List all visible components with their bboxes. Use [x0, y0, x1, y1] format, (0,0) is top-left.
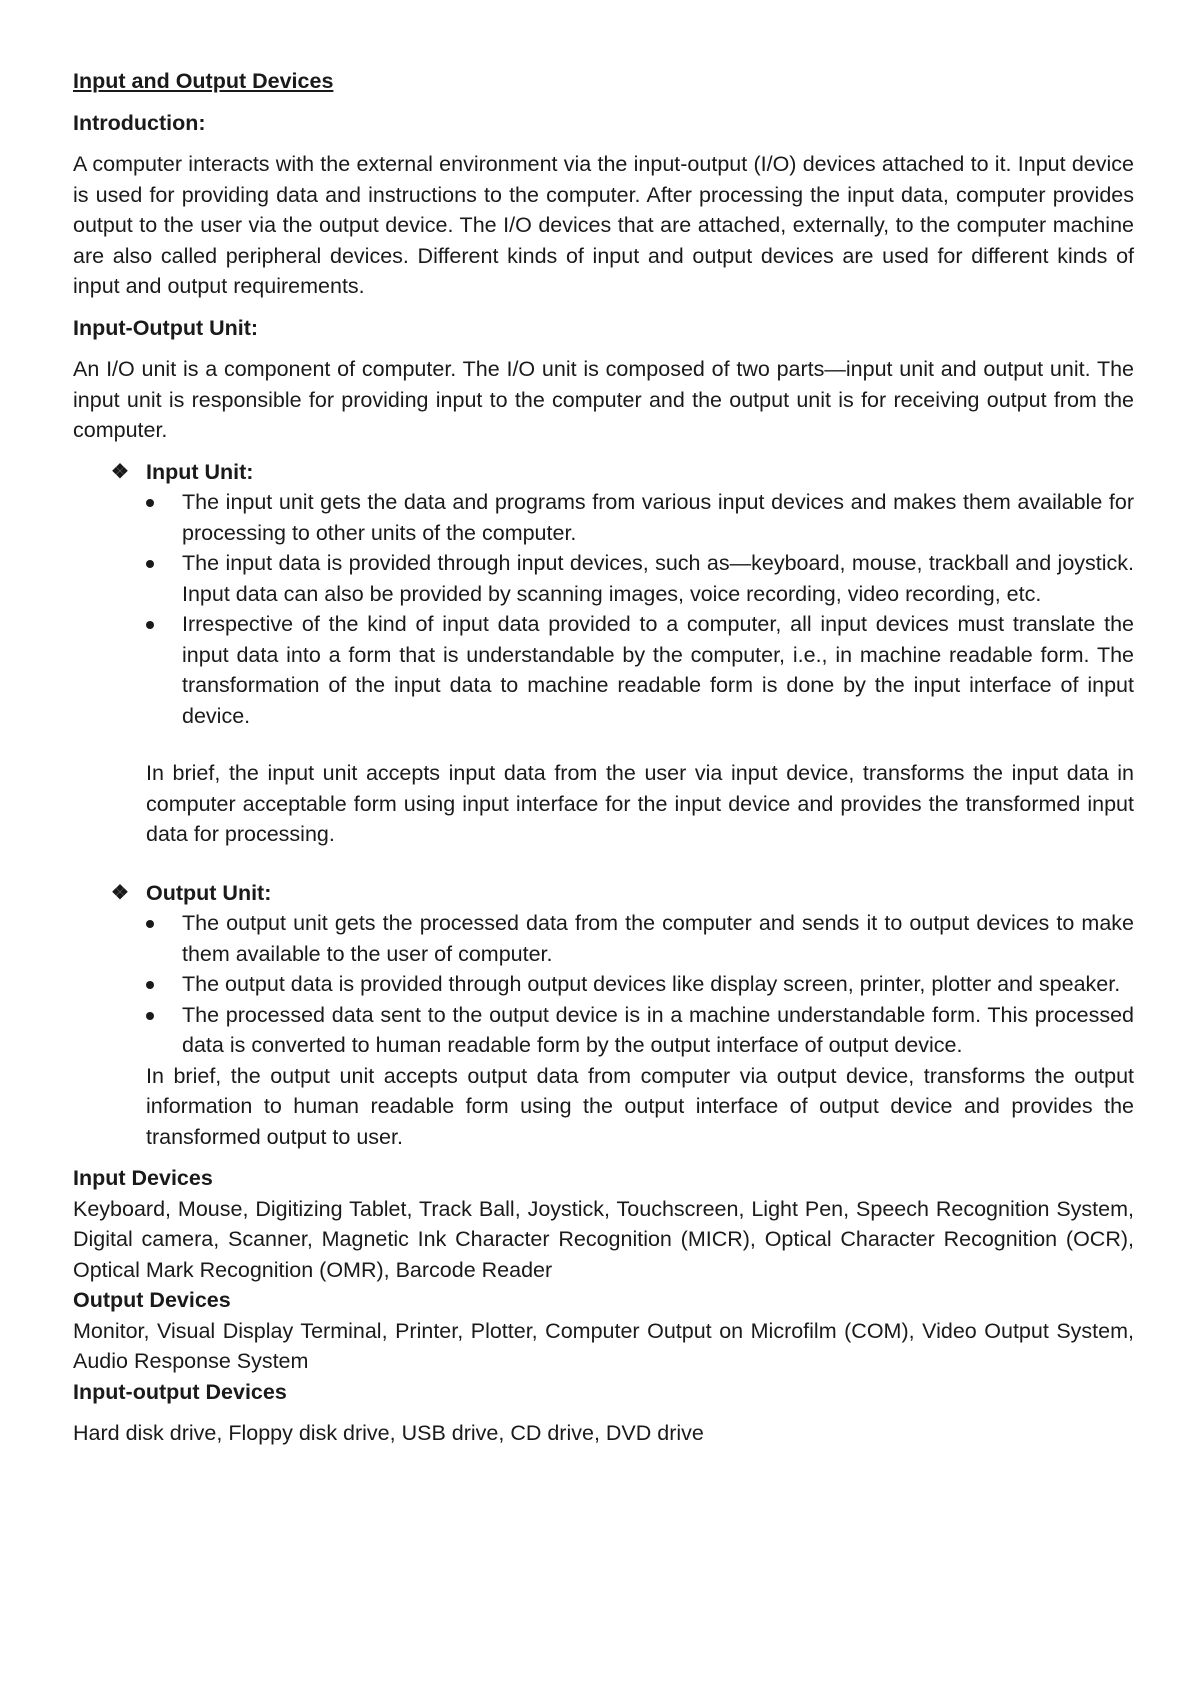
io-devices-heading: Input-output Devices [73, 1379, 287, 1404]
list-item: The input unit gets the data and programs from various input devices and makes them available for processing to other units of the computer. [182, 487, 1134, 548]
output-unit-brief: In brief, the output unit accepts output data from computer via output device, transforms the output information to human readable form using the output interface of output device and provides the transformed output to user. [146, 1063, 1134, 1149]
output-devices-heading: Output Devices [73, 1288, 231, 1312]
document-title: Input and Output Devices [73, 69, 334, 93]
list-item: The output data is provided through output devices like display screen, printer, plotter and speaker. [182, 969, 1134, 1000]
input-devices-list: Keyboard, Mouse, Digitizing Tablet, Track Ball, Joystick, Touchscreen, Light Pen, Speech Recognition System, Digital camera, Scanner, Magnetic Ink Character Recognition (MICR), Optical Character Recognition (OCR), Optical Mark Recognition (OMR), Barcode Reader [73, 1196, 1134, 1282]
list-item: The processed data sent to the output device is in a machine understandable form. This processed data is converted to human readable form by the output interface of output device. [182, 1000, 1134, 1061]
io-unit-heading: Input-Output Unit: [73, 315, 259, 340]
input-unit-brief: In brief, the input unit accepts input data from the user via input device, transforms the input data in computer acceptable form using input interface for the input device and provides the transformed input data for processing. [146, 761, 1134, 846]
bullet-dot-icon [146, 981, 154, 989]
output-unit-section [111, 878, 1134, 909]
input-unit-heading: Input Unit: [146, 459, 254, 484]
bullet-dot-icon [146, 560, 154, 568]
document-page [73, 66, 1134, 1460]
bullet-dot-icon [146, 621, 154, 629]
list-item: Irrespective of the kind of input data provided to a computer, all input devices must translate the input data into a form that is understandable by the computer, i.e., in machine readable form. The transformation of the input data to machine readable form is done by the input interface of input device. [182, 609, 1134, 731]
list-item: The input data is provided through input devices, such as—keyboard, mouse, trackball and joystick. Input data can also be provided by scanning images, voice recording, video recording, etc. [182, 548, 1134, 609]
diamond-bullet-icon: ❖ [111, 881, 129, 904]
output-devices-list: Monitor, Visual Display Terminal, Printer, Plotter, Computer Output on Microfilm (COM), Video Output System, Audio Response System [73, 1318, 1134, 1373]
list-item: The output unit gets the processed data from the computer and sends it to output devices to make them available to the user of computer. [182, 908, 1134, 969]
io-unit-paragraph: An I/O unit is a component of computer. The I/O unit is composed of two parts—input unit and output unit. The input unit is responsible for providing input to the computer and the output unit is for receiving output from the computer. [73, 357, 1134, 442]
output-unit-heading-row [111, 878, 1134, 909]
output-unit-heading: Output Unit: [146, 880, 272, 905]
input-unit-section [111, 457, 1134, 488]
bullet-dot-icon [146, 1012, 154, 1020]
bullet-dot-icon [146, 499, 154, 507]
bullet-dot-icon [146, 920, 154, 928]
input-unit-heading-row [111, 457, 1134, 488]
io-devices-list: Hard disk drive, Floppy disk drive, USB drive, CD drive, DVD drive [73, 1421, 704, 1445]
input-unit-list [73, 487, 1134, 731]
output-unit-list [73, 908, 1134, 1061]
intro-paragraph: A computer interacts with the external environment via the input-output (I/O) devices attached to it. Input device is used for providing data and instructions to the computer. After processing the input data, computer provides output to the user via the output device. The I/O devices that are attached, externally, to the computer machine are also called peripheral devices. Different kinds of input and output devices are used for different kinds of input and output requirements. [73, 152, 1134, 298]
diamond-bullet-icon: ❖ [111, 460, 129, 483]
input-devices-heading: Input Devices [73, 1166, 213, 1190]
intro-heading: Introduction: [73, 110, 206, 135]
